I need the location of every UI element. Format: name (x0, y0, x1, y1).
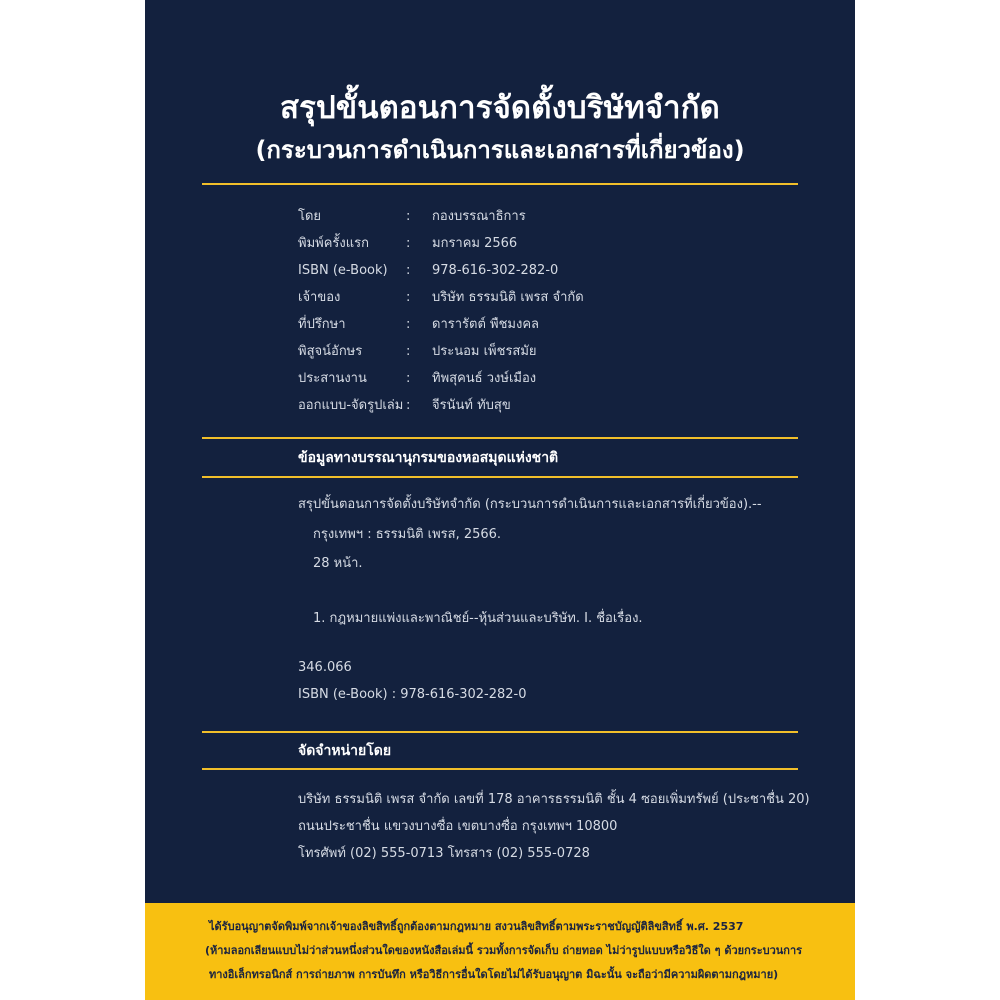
cip-publisher-line: กรุงเทพฯ : ธรรมนิติ เพรส, 2566. (313, 527, 502, 542)
credit-label: โดย (298, 209, 322, 224)
credit-colon: : (406, 236, 411, 251)
divider-rule-2 (202, 437, 798, 439)
credit-value: ทิพสุคนธ์ วงษ์เมือง (432, 371, 537, 386)
credit-value: ประนอม เพ็ชรสมัย (432, 344, 537, 359)
credit-value: ดารารัตต์ พืชมงคล (432, 317, 539, 332)
cip-subject-line: 1. กฎหมายแพ่งและพาณิชย์--หุ้นส่วนและบริษัท. I. ชื่อเรื่อง. (313, 611, 643, 626)
credit-row-coordinator (298, 365, 798, 392)
title-block (145, 88, 855, 170)
credit-label: พิสูจน์อักษร (298, 344, 363, 359)
credit-colon: : (406, 344, 411, 359)
credit-row-advisor (298, 311, 798, 338)
credit-label: ISBN (e-Book) (298, 263, 388, 278)
credit-row-author (298, 203, 798, 230)
cip-heading: ข้อมูลทางบรรณานุกรมของหอสมุดแห่งชาติ (298, 450, 559, 466)
divider-rule-4 (202, 731, 798, 733)
cip-pages-line: 28 หน้า. (313, 556, 363, 571)
distribution-line: บริษัท ธรรมนิติ เพรส จำกัด เลขที่ 178 อาคารธรรมนิติ ชั้น 4 ซอยเพิ่มทรัพย์ (ประชาชื่น 20) (298, 792, 810, 807)
credit-label: ที่ปรึกษา (298, 317, 346, 332)
credit-label: เจ้าของ (298, 290, 341, 305)
credit-colon: : (406, 371, 411, 386)
book-subtitle: (กระบวนการดำเนินการและเอกสารที่เกี่ยวข้อง) (255, 136, 745, 164)
credit-colon: : (406, 263, 411, 278)
footer-line: (ห้ามลอกเลียนแบบไม่ว่าส่วนหนึ่งส่วนใดของหนังสือเล่มนี้ รวมทั้งการจัดเก็บ ถ่ายทอด ไม่ว่ารูปแบบหรือวิธีใด ๆ ด้วยกระบวนการ (205, 944, 803, 957)
credit-label: พิมพ์ครั้งแรก (298, 236, 369, 251)
distribution-heading: จัดจำหน่ายโดย (298, 743, 392, 759)
book-title: สรุปขั้นตอนการจัดตั้งบริษัทจำกัด (279, 90, 721, 126)
credit-row-owner (298, 284, 798, 311)
credit-value: กองบรรณาธิการ (432, 209, 526, 224)
distribution-line: โทรศัพท์ (02) 555-0713 โทรสาร (02) 555-0728 (298, 846, 590, 861)
credit-row-designer (298, 392, 798, 419)
credit-value: มกราคม 2566 (432, 236, 518, 251)
footer-line: ได้รับอนุญาตจัดพิมพ์จากเจ้าของลิขสิทธิ์ถูกต้องตามกฎหมาย สงวนลิขสิทธิ์ตามพระราชบัญญัติลิขสิทธิ์ พ.ศ. 2537 (209, 920, 744, 933)
distribution-line: ถนนประชาชื่น แขวงบางซื่อ เขตบางซื่อ กรุงเทพฯ 10800 (298, 819, 618, 834)
divider-rule-1 (202, 183, 798, 185)
credit-colon: : (406, 209, 411, 224)
credit-row-proofreader (298, 338, 798, 365)
divider-rule-3 (202, 476, 798, 478)
credit-value: จีรนันท์ ทับสุข (432, 398, 511, 413)
copyright-footer-band (145, 903, 855, 1000)
copyright-page (145, 0, 855, 1000)
credit-label: ออกแบบ-จัดรูปเล่ม (298, 398, 404, 413)
credit-row-first-print (298, 230, 798, 257)
credits-list (298, 203, 798, 419)
cip-isbn-line: ISBN (e-Book) : 978-616-302-282-0 (298, 687, 527, 702)
credit-colon: : (406, 398, 411, 413)
distribution-block (298, 786, 810, 867)
credit-value: 978-616-302-282-0 (432, 263, 559, 278)
credit-value: บริษัท ธรรมนิติ เพรส จำกัด (432, 290, 584, 305)
credit-colon: : (406, 317, 411, 332)
credit-colon: : (406, 290, 411, 305)
divider-rule-5 (202, 768, 798, 770)
cip-classification-line: 346.066 (298, 660, 352, 675)
credit-row-isbn (298, 257, 798, 284)
credit-label: ประสานงาน (298, 371, 367, 386)
cip-title-line: สรุปขั้นตอนการจัดตั้งบริษัทจำกัด (กระบวนการดำเนินการและเอกสารที่เกี่ยวข้อง).-- (298, 497, 762, 512)
footer-line: ทางอิเล็กทรอนิกส์ การถ่ายภาพ การบันทึก หรือวิธีการอื่นใดโดยไม่ได้รับอนุญาต มิฉะนั้น จะถือว่ามีความผิดตามกฎหมาย) (209, 968, 779, 981)
